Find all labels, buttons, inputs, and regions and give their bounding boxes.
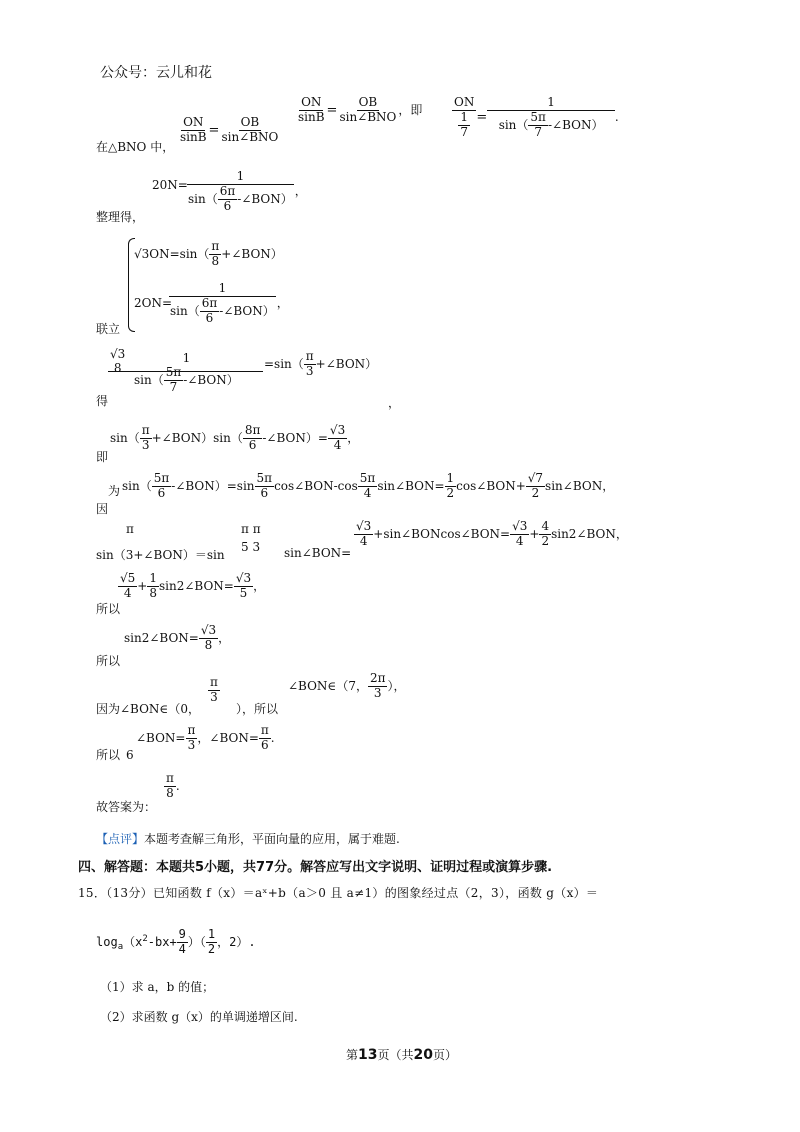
fraction-den: 8 xyxy=(149,585,157,600)
text-sin: sin（ xyxy=(134,372,164,387)
fraction-num: 2π xyxy=(369,671,386,685)
fraction-den: 2 xyxy=(531,485,540,500)
fraction-den: 6 xyxy=(260,485,269,500)
fraction-num: π xyxy=(305,349,314,363)
fraction-den: 3 xyxy=(373,685,382,700)
fraction-den: 3 xyxy=(210,689,218,704)
fraction-num: 4 xyxy=(541,519,550,533)
fraction-num: ON xyxy=(183,115,204,129)
fraction-num: π xyxy=(141,423,150,437)
text-sin: =sin（ xyxy=(264,356,304,371)
fraction-num: 8π xyxy=(244,423,261,437)
text-sin: sin（ xyxy=(110,430,140,445)
fraction-den: sinB xyxy=(180,129,207,144)
fraction-num: 1 xyxy=(149,571,157,585)
text-end: . xyxy=(175,778,180,793)
text-sys1: √3ON=sin（ xyxy=(134,246,210,261)
text-seg: sin（ xyxy=(122,478,152,493)
problem-log xyxy=(96,928,256,957)
fraction-den: 6 xyxy=(261,737,269,752)
fraction-den: 3 xyxy=(305,363,314,378)
fraction-num: 5π xyxy=(256,471,273,485)
l7-mid: 5 3 xyxy=(241,540,261,554)
fraction-den: 2 xyxy=(541,533,550,548)
fraction-num: ON xyxy=(454,95,475,109)
footer-page-number: 13 xyxy=(358,1047,378,1063)
fraction-num: 6π xyxy=(201,295,218,310)
text-angle: -∠BON） xyxy=(547,117,604,132)
text-angle: -∠BON）= xyxy=(262,430,328,445)
text-seg: -∠BON）=sin xyxy=(171,478,255,493)
fraction-num: 5π xyxy=(359,471,376,485)
text-end: ， xyxy=(253,578,266,593)
fraction-num: √3 xyxy=(356,519,372,533)
fraction-den: 4 xyxy=(178,941,186,956)
text-end: ， xyxy=(294,184,307,199)
l11-prefix: 所以 xyxy=(96,748,121,762)
fraction-num: 5π xyxy=(153,471,170,485)
text-end: ， xyxy=(615,526,628,541)
text-angle: -∠BON） xyxy=(237,191,293,206)
problem-line1: 15．（13分）已知函数 f（x）＝aˣ+b（a＞0 且 a≠1）的图象经过点（2，3），函数 g（x）＝ xyxy=(78,886,599,900)
log-sub: a xyxy=(117,942,124,953)
l12-prefix: 故答案为： xyxy=(96,800,157,814)
fraction-den: 4 xyxy=(333,437,342,452)
log-end: ，2） xyxy=(217,934,249,949)
watermark-text: 公众号：云儿和花 xyxy=(100,65,212,81)
fraction-den: 6 xyxy=(205,310,214,325)
fraction-num: 6π xyxy=(219,183,236,198)
text-seg: ，∠BON= xyxy=(197,730,259,745)
l8-prefix: 所以 xyxy=(96,602,121,616)
comment-text: 本题考查解三角形，平面向量的应用，属于难题. xyxy=(144,832,400,846)
fraction-num: √7 xyxy=(527,471,544,485)
fraction-den: 7 xyxy=(534,124,542,139)
fraction-den: sin∠BNO xyxy=(339,109,397,124)
fraction-num: 1 xyxy=(207,927,216,941)
text-seg: sin∠BON xyxy=(545,478,603,493)
fraction-den: 2 xyxy=(207,941,216,956)
text-angle: -∠BON） xyxy=(219,303,275,318)
text-end: ， xyxy=(218,630,231,645)
text-seg: + xyxy=(529,526,540,541)
fraction-num: 1 xyxy=(460,109,468,124)
l10-mid: ），所以 xyxy=(236,702,279,716)
footer-text: 第 xyxy=(346,1048,359,1062)
log-arg: （x xyxy=(123,934,143,949)
fraction-den: 4 xyxy=(359,533,368,548)
text-angle: -∠BON） xyxy=(183,372,239,387)
fraction-den: 6 xyxy=(248,437,257,452)
fraction-num: √3 xyxy=(110,347,126,361)
fraction-num: 1 xyxy=(169,282,277,297)
text-sin: sin（ xyxy=(188,191,218,206)
l4-prefix: 得 xyxy=(96,394,109,408)
text-ji: ，即 xyxy=(398,102,423,117)
fraction-den: 8 xyxy=(113,360,122,375)
fraction-den: 6 xyxy=(223,198,232,213)
text-end: . xyxy=(614,110,619,125)
text-end: ， xyxy=(602,478,615,493)
fraction-num: π xyxy=(187,723,196,737)
text-mid: +∠BON）sin（ xyxy=(151,430,243,445)
text-end: ）， xyxy=(387,678,406,693)
text-seg: sin∠BON= xyxy=(377,478,445,493)
fraction-num: 5π xyxy=(530,109,546,124)
fraction-den: 7 xyxy=(169,379,178,394)
footer-text: 页（共 xyxy=(377,1048,414,1062)
fraction-num: √3 xyxy=(235,571,252,585)
comment-line xyxy=(96,830,400,847)
text-seg: ∠BON= xyxy=(136,730,186,745)
text-seg: sin2∠BON xyxy=(551,526,616,541)
text-seg: cos∠BON+ xyxy=(456,478,526,493)
text-sin: sin（ xyxy=(498,117,529,132)
fraction-den: 4 xyxy=(123,585,132,600)
text-sin: sin（ xyxy=(170,303,200,318)
fraction-num: √3 xyxy=(512,519,528,533)
fraction-num: OB xyxy=(240,115,260,129)
fraction-den: 7 xyxy=(460,124,468,139)
fraction-num: 1 xyxy=(182,351,191,365)
log-dot: . xyxy=(248,934,256,949)
fraction-num: 5π xyxy=(165,364,182,379)
fraction-num: 9 xyxy=(178,927,186,941)
l7-post: sin∠BON= xyxy=(284,546,352,560)
l9-prefix: 所以 xyxy=(96,654,121,668)
fraction-num: π xyxy=(260,723,269,737)
footer-text: 页） xyxy=(433,1048,458,1062)
fraction-num: OB xyxy=(358,95,378,109)
fraction-num: √3 xyxy=(329,423,346,437)
fraction-num: π xyxy=(210,675,218,689)
text-end: ， xyxy=(347,430,360,445)
text-seg: +sin∠BONcos∠BON= xyxy=(373,526,511,541)
log-sup: 2 xyxy=(142,933,148,944)
text-seg: ∠BON∈（7， xyxy=(288,678,368,693)
comment-tag: 【点评】 xyxy=(96,832,145,846)
l10-prefix: 因为∠BON∈（0， xyxy=(96,702,200,716)
l2-lhs: 20N= xyxy=(152,178,188,192)
fraction-den: 6 xyxy=(157,485,166,500)
log-arg: -bx+ xyxy=(147,934,177,949)
fraction-den: 3 xyxy=(187,737,196,752)
fraction-den: sin∠BNO xyxy=(221,129,279,144)
l11-six: 6 xyxy=(126,748,134,762)
l7-top2: π π xyxy=(241,522,261,536)
l2-prefix: 整理得， xyxy=(96,210,145,224)
fraction-den: 8 xyxy=(166,785,174,800)
section-title: 四、解答题：本题共5小题，共77分。解答应写出文字说明、证明过程或演算步骤. xyxy=(78,860,553,875)
question-1: （1）求 a，b 的值； xyxy=(100,980,215,994)
fraction-num: √3 xyxy=(200,623,217,637)
fraction-den: 4 xyxy=(363,485,372,500)
page-footer xyxy=(346,1046,457,1063)
text-seg: sin2∠BON= xyxy=(158,578,234,593)
l5-prefix: 即 xyxy=(96,450,109,464)
l7-pre: sin（3+∠BON）＝sin xyxy=(96,548,225,562)
text-end: ， xyxy=(276,296,289,311)
fraction-num: π xyxy=(211,239,220,253)
text-seg: cos∠BON-cos xyxy=(274,478,358,493)
text-angle: +∠BON） xyxy=(221,246,283,261)
text-seg: + xyxy=(137,578,148,593)
fraction-num: 1 xyxy=(187,170,295,185)
text-end: ， xyxy=(388,396,401,410)
fraction-den: 4 xyxy=(515,533,524,548)
text-angle: +∠BON） xyxy=(315,356,378,371)
l1-prefix: 在△BNO 中， xyxy=(96,140,175,154)
log-mid: ）（ xyxy=(187,934,206,949)
text-seg: sin2∠BON= xyxy=(124,630,199,645)
fraction-den: 5 xyxy=(239,585,248,600)
text-sys2-lhs: 2ON= xyxy=(134,296,173,310)
fraction-den: 2 xyxy=(446,485,455,500)
fraction-num: ON xyxy=(301,95,322,109)
footer-total-pages: 20 xyxy=(413,1047,433,1063)
text-end: . xyxy=(270,730,275,745)
l6-prefix-top: 为 xyxy=(108,484,121,498)
l7-top1: π xyxy=(126,522,134,536)
fraction-num: 1 xyxy=(487,96,615,111)
l6-prefix-bot: 因 xyxy=(96,502,109,516)
fraction-den: 8 xyxy=(204,637,213,652)
fraction-den: 3 xyxy=(141,437,150,452)
question-2: （2）求函数 g（x）的单调递增区间. xyxy=(100,1010,298,1024)
fraction-num: π xyxy=(166,771,174,785)
fraction-num: √5 xyxy=(120,571,136,585)
fraction-den: 8 xyxy=(211,253,220,268)
fraction-den: sinB xyxy=(298,109,325,124)
log-text: log xyxy=(96,934,118,949)
fraction-num: 1 xyxy=(446,471,455,485)
l3-prefix: 联立 xyxy=(96,322,121,336)
